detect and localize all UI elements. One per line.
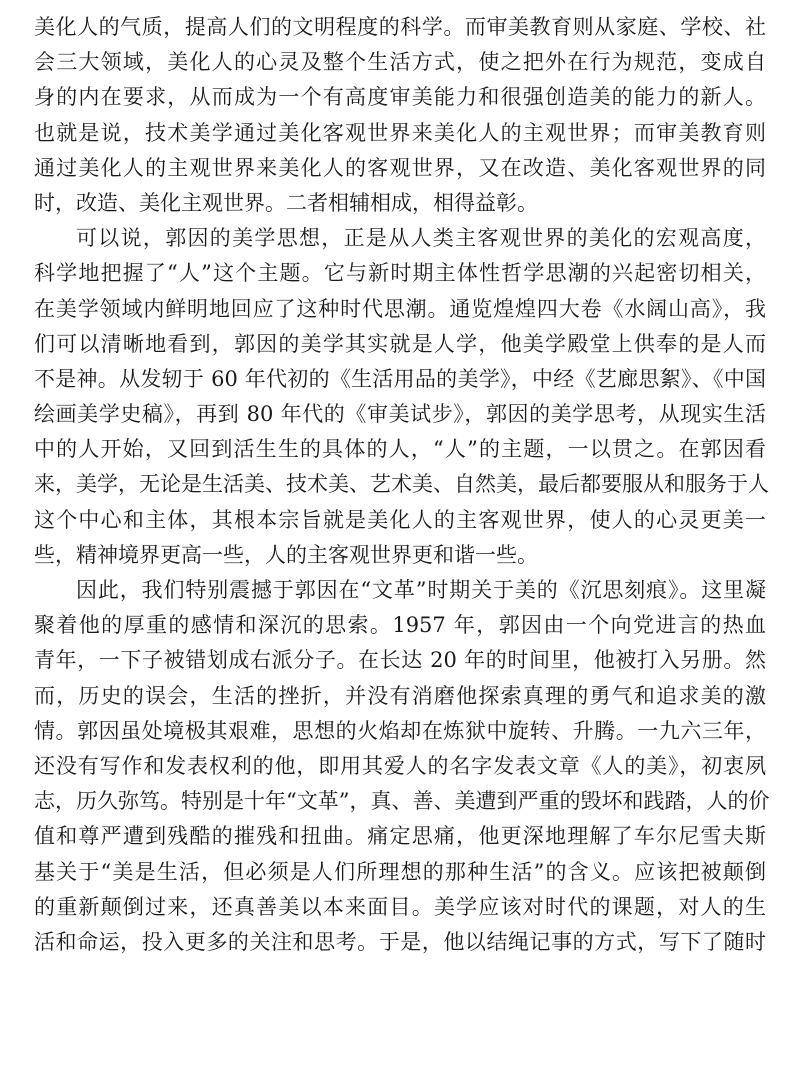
text-line: 些，精神境界更高一些，人的主客观世界更和谐一些。 — [34, 542, 538, 567]
text-line: 会三大领域，美化人的心灵及整个生活方式，使之把外在行为规范，变成自 — [34, 50, 766, 75]
text-line: 中的人开始，又回到活生生的具体的人，“人”的主题，一以贯之。在郭因看 — [34, 437, 766, 462]
text-line: 基关于“美是生活，但必须是人们所理想的那种生活”的含义。应该把被颠倒 — [34, 859, 766, 884]
text-line: 们可以清晰地看到，郭因的美学其实就是人学，他美学殿堂上供奉的是人而 — [34, 331, 766, 356]
text-line: 美化人的气质，提高人们的文明程度的科学。而审美教育则从家庭、学校、社 — [34, 15, 766, 39]
paragraph-2 — [34, 221, 769, 573]
text-line: 通过美化人的主观世界来美化人的客观世界，又在改造、美化客观世界的同 — [34, 155, 766, 180]
text-line: 绘画美学史稿》，再到 80 年代的《审美试步》，郭因的美学思考，从现实生活 — [34, 402, 766, 427]
text-line: 因此，我们特别震撼于郭因在“文革”时期关于美的《沉思刻痕》。这里凝 — [76, 578, 766, 602]
text-line: 而，历史的误会，生活的挫折，并没有消磨他探索真理的勇气和追求美的激 — [34, 683, 766, 708]
text-line: 科学地把握了“人”这个主题。它与新时期主体性哲学思潮的兴起密切相关， — [34, 261, 766, 286]
text-line: 身的内在要求，从而成为一个有高度审美能力和很强创造美的能力的新人。 — [34, 85, 766, 110]
text-line: 志，历久弥笃。特别是十年“文革”，真、善、美遭到严重的毁坏和践踏，人的价 — [34, 789, 770, 814]
text-line: 活和命运，投入更多的关注和思考。于是，他以结绳记事的方式，写下了随时 — [34, 929, 766, 954]
text-line: 来，美学，无论是生活美、技术美、艺术美、自然美，最后都要服从和服务于人 — [34, 472, 769, 497]
paragraph-3 — [34, 573, 770, 960]
text-line: 聚着他的厚重的感情和深沉的思索。1957 年，郭因由一个向党进言的热血 — [34, 613, 766, 638]
text-line: 这个中心和主体，其根本宗旨就是美化人的主客观世界，使人的心灵更美一 — [34, 507, 766, 532]
text-line: 在美学领域内鲜明地回应了这种时代思潮。通览煌煌四大卷《水阔山高》，我 — [34, 296, 766, 321]
text-line: 的重新颠倒过来，还真善美以本来面目。美学应该对时代的课题，对人的生 — [34, 894, 766, 919]
text-line: 还没有写作和发表权利的他，即用其爱人的名字发表文章《人的美》，初衷夙 — [34, 753, 766, 778]
text-line: 青年，一下子被错划成右派分子。在长达 20 年的时间里，他被打入另册。然 — [34, 648, 766, 673]
text-line: 情。郭因虽处境极其艰难，思想的火焰却在炼狱中旋转、升腾。一九六三年， — [34, 718, 766, 743]
text-line: 时，改造、美化主观世界。二者相辅相成，相得益彰。 — [34, 190, 538, 215]
text-line: 值和尊严遭到残酷的摧残和扭曲。痛定思痛，他更深地理解了车尔尼雪夫斯 — [34, 824, 766, 849]
document-page — [34, 0, 770, 960]
paragraph-1 — [34, 10, 766, 221]
text-line: 可以说，郭因的美学思想，正是从人类主客观世界的美化的宏观高度， — [76, 226, 766, 251]
text-line: 不是神。从发轫于 60 年代初的《生活用品的美学》，中经《艺廊思絮》、《中国 — [34, 366, 766, 391]
text-line: 也就是说，技术美学通过美化客观世界来美化人的主观世界；而审美教育则 — [34, 120, 766, 145]
